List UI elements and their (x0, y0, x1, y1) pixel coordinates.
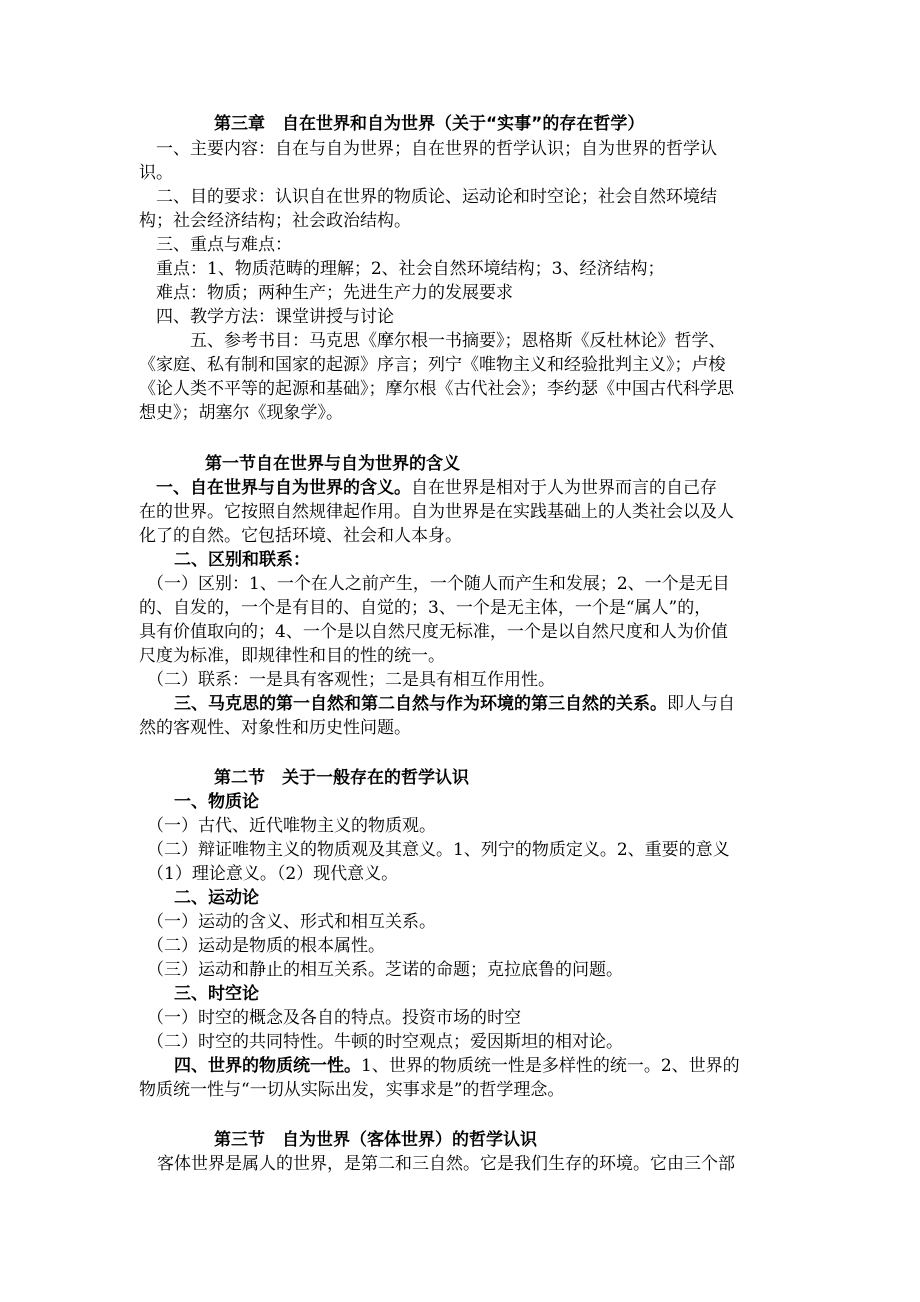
section1-heading-2: 二、区别和联系： (174, 550, 310, 570)
main-content-line-2: 识。 (139, 163, 173, 183)
main-content-line: 一、主要内容：自在与自为世界；自在世界的哲学认识；自为世界的哲学认 (139, 139, 717, 159)
teaching-method-line: 四、教学方法：课堂讲授与讨论 (139, 307, 394, 327)
section2-motion-item-3: （三）运动和静止的相互关系。芝诺的命题；克拉底鲁的问题。 (147, 960, 623, 980)
section2-motion-item-1: （一）运动的含义、形式和相互关系。 (147, 912, 436, 932)
section1-connection-line: （二）联系：一是具有客观性；二是具有相互作用性。 (147, 670, 555, 690)
section1-difference-line-3: 具有价值取向的；4、一个是以自然尺度无标准，一个是以自然尺度和人为价值 (139, 622, 728, 642)
section2-unity-line2: 物质统一性与“一切从实际出发，实事求是”的哲学理念。 (139, 1080, 565, 1100)
section1-difference-line-4: 尺度为标准，即规律性和目的性的统一。 (139, 646, 445, 666)
difficulties-line: 难点：物质；两种生产；先进生产力的发展要求 (139, 283, 513, 303)
section1-para3-heading: 三、马克思的第一自然和第二自然与作为环境的第三自然的关系。 (174, 694, 667, 714)
section2-heading-matter: 一、物质论 (174, 792, 259, 812)
references-line-2: 《家庭、私有制和国家的起源》序言；列宁《唯物主义和经验批判主义》；卢梭 (139, 355, 726, 375)
section1-difference-line-2: 的、自发的，一个是有目的、自觉的；3、一个是无主体，一个是“属人”的， (139, 598, 712, 618)
section1-para1-text: 自在世界是相对于人为世界而言的自己存 (411, 478, 717, 498)
section2-title: 第二节 关于一般存在的哲学认识 (214, 768, 469, 788)
section1-para3-line2: 然的客观性、对象性和历史性问题。 (139, 718, 411, 738)
section2-spacetime-item-1: （一）时空的概念及各自的特点。投资市场的时空 (147, 1008, 521, 1028)
section1-title: 第一节自在世界与自为世界的含义 (205, 454, 460, 474)
chapter-title: 第三章 自在世界和自为世界（关于“实事”的存在哲学） (214, 114, 645, 134)
section2-matter-item-2: （二）辩证唯物主义的物质观及其意义。1、列宁的物质定义。2、重要的意义 (147, 840, 730, 860)
section2-unity-para (174, 1054, 740, 1078)
section1-para1 (156, 476, 717, 500)
section2-matter-item-1: （一）古代、近代唯物主义的物质观。 (147, 816, 436, 836)
section1-para1-line3: 化了的自然。它包括环境、社会和人本身。 (139, 526, 462, 546)
section3-title: 第三节 自为世界（客体世界）的哲学认识 (214, 1130, 537, 1150)
objectives-line: 二、目的要求：认识自在世界的物质论、运动论和时空论；社会自然环境结 (139, 187, 717, 207)
section2-spacetime-item-2: （二）时空的共同特性。牛顿的时空观点；爱因斯坦的相对论。 (147, 1032, 623, 1052)
references-line: 五、参考书目：马克思《摩尔根一书摘要》；恩格斯《反杜林论》哲学、 (139, 331, 726, 351)
section1-para3 (174, 692, 735, 716)
section2-motion-item-2: （二）运动是物质的根本属性。 (147, 936, 385, 956)
section1-para3-text: 即人与自 (667, 694, 735, 714)
section1-para1-heading: 一、自在世界与自为世界的含义。 (156, 478, 411, 498)
section3-para1: 客体世界是属人的世界，是第二和三自然。它是我们生存的环境。它由三个部 (157, 1154, 735, 1174)
section2-matter-item-2-cont: （1）理论意义。（2）现代意义。 (147, 864, 399, 884)
section1-difference-line: （一）区别：1、一个在人之前产生，一个随人而产生和发展；2、一个是无目 (147, 574, 730, 594)
objectives-line-2: 构；社会经济结构；社会政治结构。 (139, 211, 411, 231)
key-points-line: 重点：1、物质范畴的理解；2、社会自然环境结构；3、经济结构； (139, 259, 665, 279)
references-line-3: 《论人类不平等的起源和基础》；摩尔根《古代社会》；李约瑟《中国古代科学思 (139, 379, 734, 399)
section1-para1-line2: 在的世界。它按照自然规律起作用。自为世界是在实践基础上的人类社会以及人 (139, 502, 734, 522)
section2-unity-text: 1、世界的物质统一性是多样性的统一。2、世界的 (361, 1056, 740, 1076)
section2-unity-heading: 四、世界的物质统一性。 (174, 1056, 361, 1076)
key-points-heading: 三、重点与难点： (139, 235, 292, 255)
section2-heading-spacetime: 三、时空论 (174, 984, 259, 1004)
section2-heading-motion: 二、运动论 (174, 888, 259, 908)
references-line-4: 想史》；胡塞尔《现象学》。 (139, 403, 343, 423)
